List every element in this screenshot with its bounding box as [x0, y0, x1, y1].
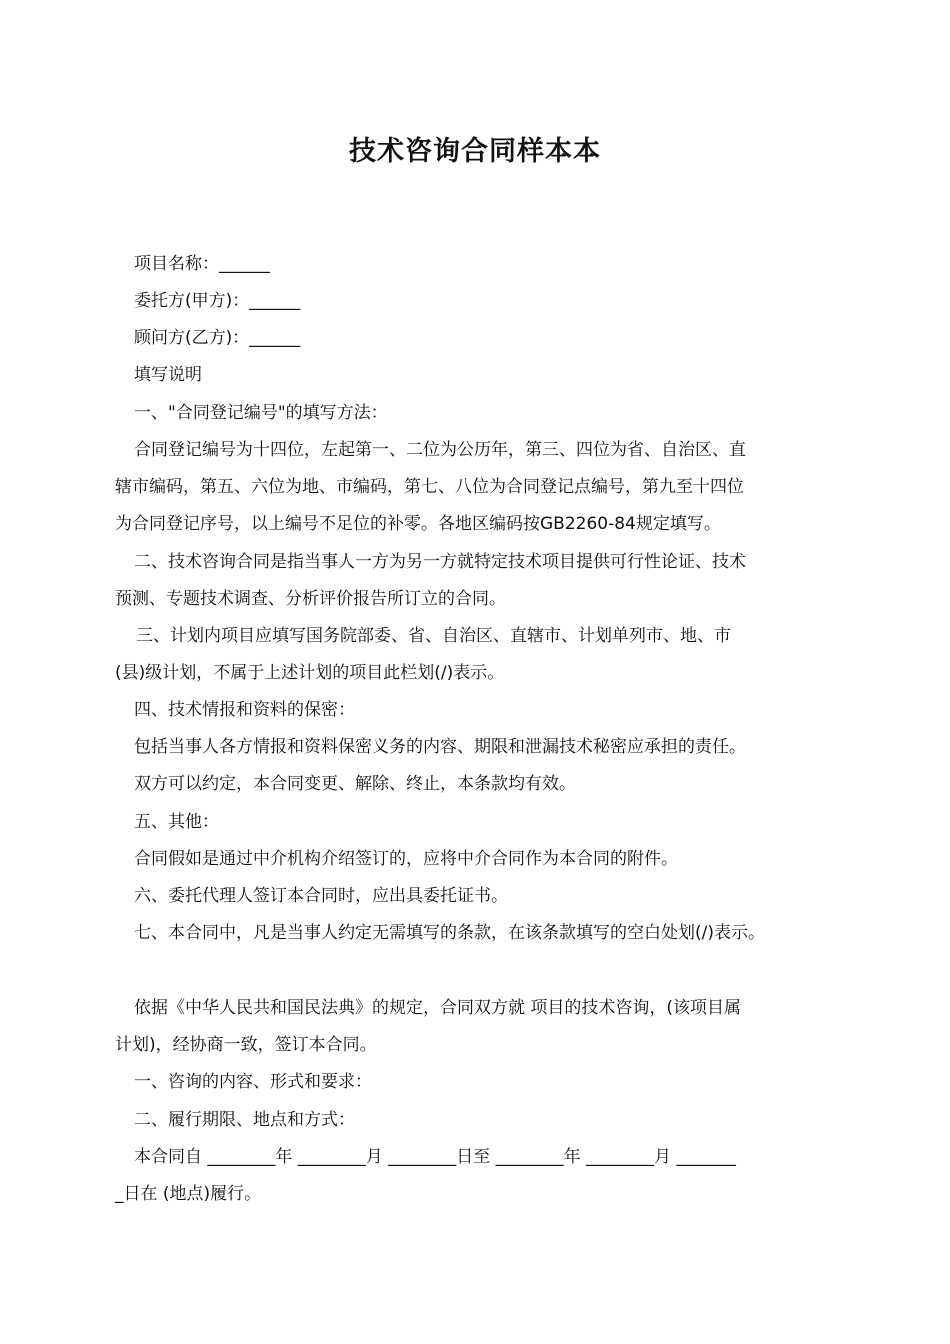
- section-5-heading: 五、其他：: [134, 812, 219, 832]
- page-title: 技术咨询合同样本本: [349, 136, 601, 167]
- section-4-heading: 四、技术情报和资料的保密：: [134, 700, 355, 720]
- clause-1-heading: 一、咨询的内容、形式和要求：: [134, 1072, 372, 1092]
- contract-intro: 计划)，经协商一致，签订本合同。: [115, 1035, 377, 1055]
- clause-2-text: _日在 (地点)履行。: [115, 1184, 262, 1204]
- contract-intro: 依据《中华人民共和国民法典》的规定，合同双方就 项目的技术咨询，(该项目属: [134, 998, 742, 1018]
- clause-2-text: 本合同自 ________年 ________月 ________日至 ________年 ________月 _______: [134, 1147, 736, 1167]
- client-field: 委托方(甲方)：______: [134, 291, 301, 311]
- section-1-text: 为合同登记序号，以上编号不足位的补零。各地区编码按GB2260-84规定填写。: [115, 514, 721, 534]
- project-name-field: 项目名称：______: [134, 254, 270, 274]
- section-4-text: 双方可以约定，本合同变更、解除、终止，本条款均有效。: [134, 774, 576, 794]
- section-7-text: 七、本合同中，凡是当事人约定无需填写的条款，在该条款填写的空白处划(/)表示。: [134, 923, 765, 943]
- section-5-text: 合同假如是通过中介机构介绍签订的，应将中介合同作为本合同的附件。: [134, 849, 678, 869]
- clause-2-heading: 二、履行期限、地点和方式：: [134, 1110, 355, 1130]
- section-4-text: 包括当事人各方情报和资料保密义务的内容、期限和泄漏技术秘密应承担的责任。: [134, 737, 746, 757]
- section-1-text: 辖市编码，第五、六位为地、市编码，第七、八位为合同登记点编号，第九至十四位: [115, 477, 744, 497]
- section-6-text: 六、委托代理人签订本合同时，应出具委托证书。: [134, 886, 508, 906]
- section-2-text: 二、技术咨询合同是指当事人一方为另一方就特定技术项目提供可行性论证、技术: [134, 552, 746, 572]
- section-3-text: (县)级计划，不属于上述计划的项目此栏划(/)表示。: [115, 663, 505, 683]
- section-1-heading: 一、"合同登记编号"的填写方法：: [134, 403, 388, 423]
- instructions-heading: 填写说明: [134, 365, 202, 385]
- section-3-text: 三、计划内项目应填写国务院部委、省、自治区、直辖市、计划单列市、地、市: [136, 626, 731, 646]
- consultant-field: 顾问方(乙方)：______: [134, 328, 301, 348]
- section-1-text: 合同登记编号为十四位，左起第一、二位为公历年，第三、四位为省、自治区、直: [134, 440, 746, 460]
- section-2-text: 预测、专题技术调查、分析评价报告所订立的合同。: [115, 589, 506, 609]
